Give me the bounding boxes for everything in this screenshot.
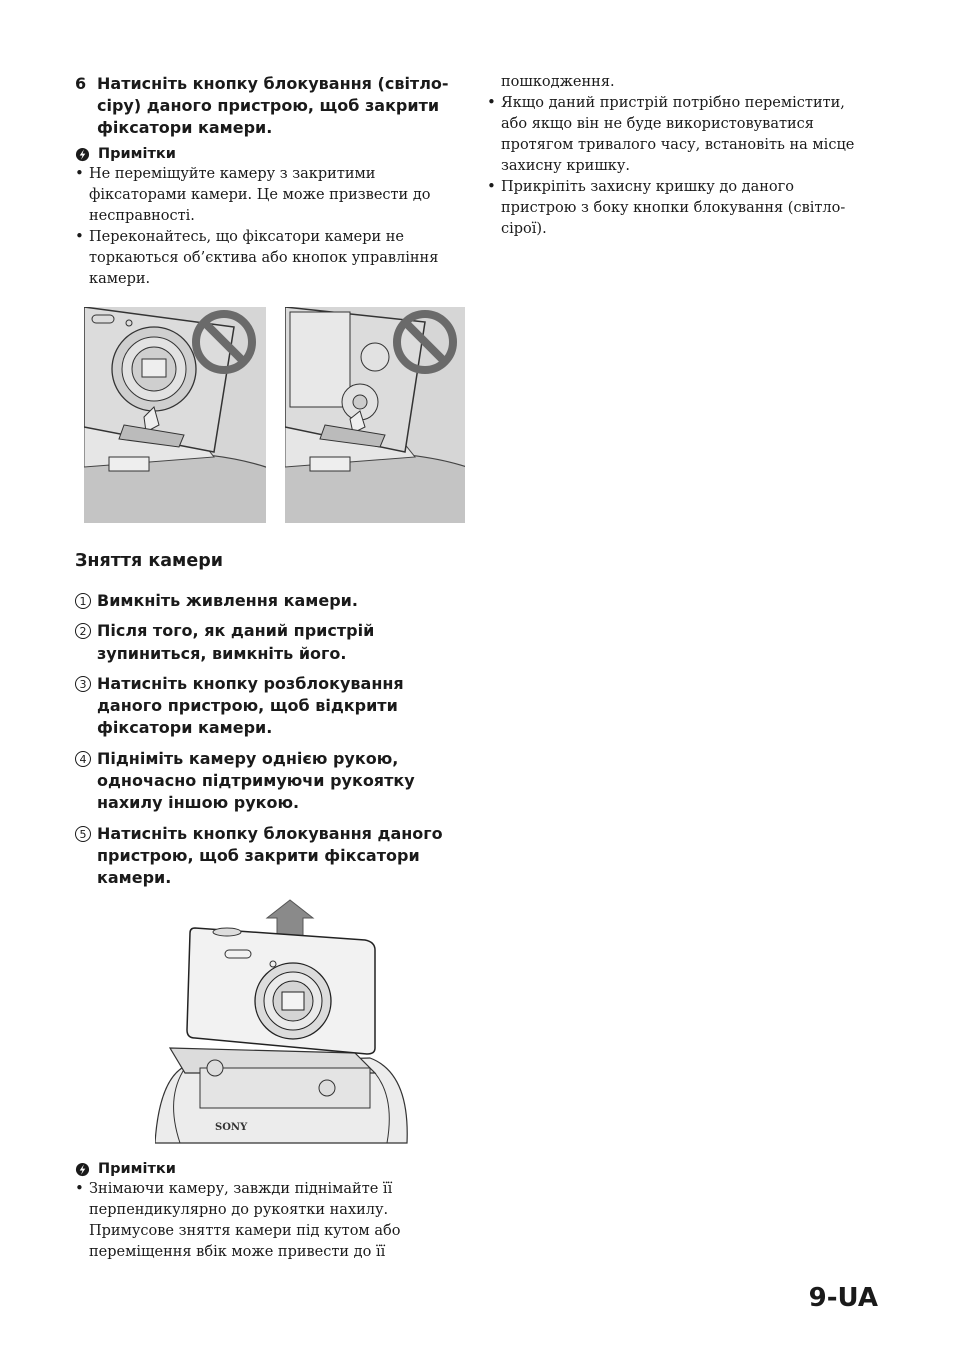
step-number-circle: 5	[75, 826, 91, 842]
step-number-circle: 1	[75, 593, 91, 609]
camera-prohibited-figure-back	[285, 307, 465, 523]
step-text: Натисніть кнопку блокування даного пристрою, щоб закрити фіксатори камери.	[97, 823, 443, 888]
step-text: Підніміть камеру однією рукою, одночасно підтримуючи рукоятку нахилу іншою рукою.	[97, 748, 415, 813]
caution-icon	[75, 1162, 90, 1177]
notes-block-2	[75, 1161, 450, 1263]
step-text: Вимкніть живлення камери.	[97, 591, 358, 610]
step-6	[75, 73, 455, 139]
notes-list	[75, 164, 460, 290]
brand-text: SONY	[215, 1122, 248, 1133]
note-item: • Не переміщуйте камеру з закритими фіксаторами камери. Це може призвести до несправності.	[75, 164, 460, 227]
section-title: Зняття камери	[75, 551, 224, 571]
step-number: 6	[75, 74, 87, 93]
note-item: • Прикріпіть захисну кришку до даного пристрою з боку кнопки блокування (світло-сірої).	[487, 177, 872, 240]
step-number-circle: 4	[75, 751, 91, 767]
notes-heading	[75, 1161, 450, 1177]
step-text: Натисніть кнопку розблокування даного пристрою, щоб відкрити фіксатори камери.	[97, 673, 404, 738]
right-column-notes	[487, 72, 872, 240]
step-text: Після того, як даний пристрій зупиниться, вимкніть його.	[97, 621, 375, 663]
step-number-circle: 2	[75, 623, 91, 639]
step-item	[75, 673, 455, 740]
note-continuation: пошкодження.	[501, 74, 615, 90]
step-item	[75, 748, 455, 815]
step-number-circle: 3	[75, 676, 91, 692]
note-item: • Знімаючи камеру, завжди піднімайте її перпендикулярно до рукоятки нахилу. Примусове зняття камери під кутом або переміщення вбік може привести до її	[75, 1179, 450, 1263]
camera-removal-figure	[155, 898, 410, 1146]
notes-heading-text: Примітки	[98, 146, 176, 162]
note-item: • Переконайтесь, що фіксатори камери не торкаються об’єктива або кнопок управління камери.	[75, 227, 460, 290]
notes-heading-text: Примітки	[98, 1161, 176, 1177]
camera-prohibited-figure-front	[84, 307, 266, 523]
step-item	[75, 620, 455, 665]
notes-heading	[75, 146, 460, 162]
step-item	[75, 823, 455, 890]
notes-list	[487, 93, 872, 240]
step-text: Натисніть кнопку блокування (світло-сіру) даного пристрою, щоб закрити фіксатори камери.	[97, 74, 449, 137]
removal-steps	[75, 590, 455, 898]
notes-list	[75, 1179, 450, 1263]
note-item: • Якщо даний пристрій потрібно перемістити, або якщо він не буде використовуватися протягом тривалого часу, встановіть на місце захисну кришку.	[487, 93, 872, 177]
page-number: 9-UA	[808, 1283, 878, 1313]
notes-block-1	[75, 146, 460, 290]
caution-icon	[75, 147, 90, 162]
step-item	[75, 590, 455, 612]
